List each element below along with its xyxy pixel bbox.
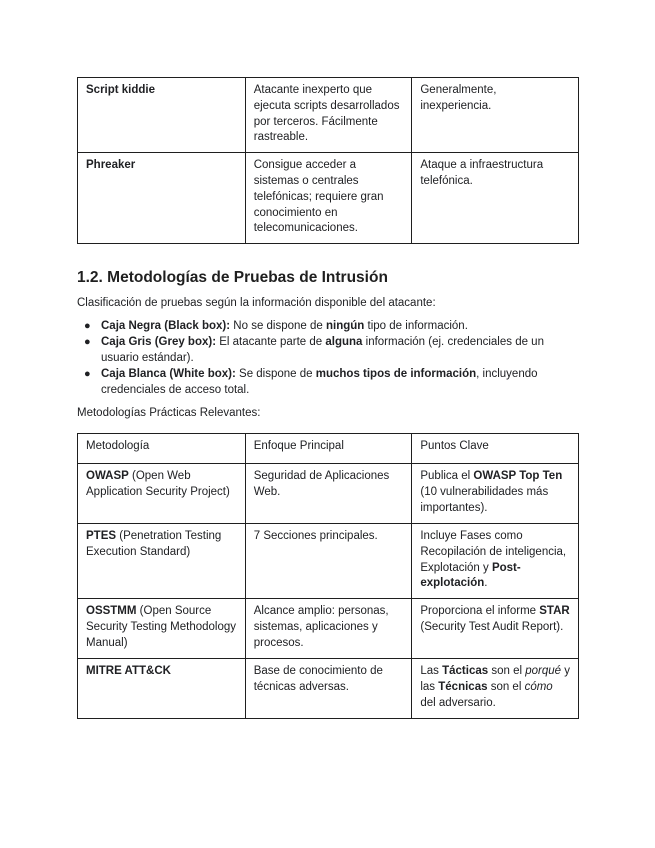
methodologies-table <box>77 433 579 719</box>
table-cell-methodology: OWASP (Open Web Application Security Project) <box>78 464 246 524</box>
table-cell-key-points: Incluye Fases como Recopilación de inteligencia, Explotación y Post-explotación. <box>412 524 579 599</box>
table-cell-methodology: OSSTMM (Open Source Security Testing Methodology Manual) <box>78 599 246 659</box>
list-item: ● Caja Negra (Black box): No se dispone de ningún tipo de información. <box>84 320 468 332</box>
table-row <box>78 524 579 599</box>
table-row <box>78 464 579 524</box>
test-types-list <box>77 318 579 398</box>
table-cell-methodology: MITRE ATT&CK <box>78 659 246 719</box>
table-cell-key-points: Publica el OWASP Top Ten (10 vulnerabilidades más importantes). <box>412 464 579 524</box>
table-cell-description: Consigue acceder a sistemas o centrales telefónicas; requiere gran conocimiento en telecomunicaciones. <box>245 153 412 244</box>
bullet-icon: ● <box>84 320 91 332</box>
table-row <box>78 78 579 153</box>
table-cell-description: Atacante inexperto que ejecuta scripts desarrollados por terceros. Fácilmente rastreable. <box>245 78 412 153</box>
table-cell-note: Ataque a infraestructura telefónica. <box>412 153 579 244</box>
bullet-icon: ● <box>84 336 91 348</box>
table-cell-focus: Seguridad de Aplicaciones Web. <box>245 464 412 524</box>
table-row <box>78 153 579 244</box>
list-item: ● Caja Blanca (White box): Se dispone de muchos tipos de información, incluyendo credenciales de acceso total. <box>84 368 538 396</box>
column-header-key-points: Puntos Clave <box>412 434 579 464</box>
attacker-types-table <box>77 77 579 244</box>
column-header-methodology: Metodología <box>78 434 246 464</box>
table-cell-key-points: Proporciona el informe STAR (Security Test Audit Report). <box>412 599 579 659</box>
column-header-focus: Enfoque Principal <box>245 434 412 464</box>
table-row <box>78 659 579 719</box>
table-row <box>78 599 579 659</box>
table-cell-focus: 7 Secciones principales. <box>245 524 412 599</box>
list-item: ● Caja Gris (Grey box): El atacante parte de alguna información (ej. credenciales de un usuario estándar). <box>84 336 544 364</box>
bullet-icon: ● <box>84 368 91 380</box>
table-cell-note: Generalmente, inexperiencia. <box>412 78 579 153</box>
section-heading: 1.2. Metodologías de Pruebas de Intrusión <box>77 269 388 286</box>
table-cell-key-points: Las Tácticas son el porqué y las Técnicas son el cómo del adversario. <box>412 659 579 719</box>
table-header-row <box>78 434 579 464</box>
methodologies-subheading: Metodologías Prácticas Relevantes: <box>77 407 261 419</box>
table-cell-name: Script kiddie <box>78 78 246 153</box>
section-intro: Clasificación de pruebas según la información disponible del atacante: <box>77 297 436 309</box>
table-cell-name: Phreaker <box>78 153 246 244</box>
table-cell-methodology: PTES (Penetration Testing Execution Standard) <box>78 524 246 599</box>
table-cell-focus: Base de conocimiento de técnicas adversas. <box>245 659 412 719</box>
table-cell-focus: Alcance amplio: personas, sistemas, aplicaciones y procesos. <box>245 599 412 659</box>
